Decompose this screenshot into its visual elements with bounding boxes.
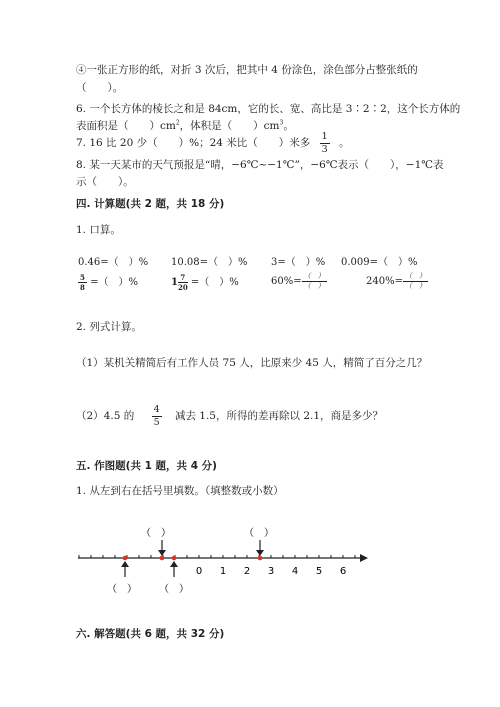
section4-q2-2 — [76, 405, 383, 427]
q7-line — [76, 132, 350, 154]
down-arrow-2 — [256, 540, 264, 556]
section6-title: 六. 解答题(共 6 题，共 32 分) — [76, 628, 225, 640]
number-line-figure — [70, 520, 370, 600]
calc-r2c2-fraction — [178, 274, 188, 291]
q8-line1: 8. 某一天某市的天气预报是“晴，−6℃~−1℃”，−6℃表示（ ），−1℃表 — [76, 159, 444, 171]
point-2 — [160, 556, 165, 561]
calc-r2c2-whole: 1 — [171, 277, 178, 288]
tick-label-6: 6 — [339, 566, 347, 577]
q6-line2 — [76, 118, 294, 133]
q2-2-den: 5 — [153, 416, 160, 428]
q2-2-text-a: （2）4.5 的 — [76, 410, 135, 422]
top-bracket-2: （ ） — [244, 528, 274, 539]
calc-r2c3-fraction — [302, 273, 327, 290]
section4-q1-title: 1. 口算。 — [76, 224, 121, 236]
calc-r2c4 — [366, 273, 428, 290]
point-1 — [123, 556, 128, 561]
section5-q1-title: 1. 从左到右在括号里填数。（填整数或小数） — [76, 485, 284, 497]
q7-text-a: 7. 16 比 20 少（ ）%；24 米比（ ）米多 — [76, 137, 311, 149]
calc-r2c1 — [78, 273, 138, 291]
calc-r1c3: 3=（ ）% — [271, 257, 326, 268]
point-4 — [258, 556, 263, 561]
tick-label-0: 0 — [195, 566, 203, 577]
q6-line2-a: 表面积是（ ）cm — [76, 120, 176, 132]
down-arrow-1 — [158, 540, 166, 556]
section4-q2-title: 2. 列式计算。 — [76, 321, 142, 333]
calc-r2c3-den: （ ） — [303, 282, 325, 290]
tick-label-4: 4 — [291, 566, 299, 577]
calc-r2c2-num: 7 — [178, 274, 188, 283]
calc-r2c3-text: 60%= — [271, 276, 302, 287]
calc-r2c4-fraction — [403, 273, 428, 290]
calc-r2c4-den: （ ） — [404, 282, 426, 290]
section5-title: 五. 作图题(共 1 题，共 4 分) — [76, 460, 217, 472]
calc-r1c1: 0.46=（ ）% — [78, 257, 149, 268]
calc-r2c2 — [171, 273, 239, 291]
q8-line2: 示（ ）。 — [76, 176, 134, 188]
section4-title: 四. 计算题(共 2 题，共 18 分) — [76, 198, 225, 210]
bottom-bracket-1: （ ） — [107, 584, 137, 595]
tick-label-1: 1 — [219, 566, 227, 577]
q4-line2: （ ）。 — [76, 82, 124, 94]
q2-2-text-b: 减去 1.5，所得的差再除以 2.1，商是多少？ — [174, 410, 384, 422]
calc-r2c3-num: （ ） — [303, 272, 325, 280]
calc-r2c1-den: 8 — [80, 283, 85, 292]
axis-arrowhead — [360, 554, 368, 562]
top-bracket-1: （ ） — [141, 528, 171, 539]
calc-r2c2-den: 20 — [177, 283, 188, 292]
calc-r2c3 — [271, 273, 327, 290]
q6-sup2: 3 — [279, 119, 284, 127]
up-arrow-2 — [170, 561, 178, 577]
q2-2-fraction — [152, 405, 162, 427]
q7-fraction — [320, 132, 330, 154]
q7-frac-num: 1 — [321, 131, 328, 142]
q7-text-b: 。 — [339, 137, 350, 149]
up-arrow-1 — [121, 561, 129, 577]
q2-2-num: 4 — [153, 404, 160, 415]
q6-line1: 6. 一个长方体的棱长之和是 84cm，它的长、宽、高比是 3∶2∶2，这个长方体的 — [76, 103, 461, 115]
point-3 — [172, 556, 177, 561]
tick-label-5: 5 — [315, 566, 323, 577]
calc-r2c1-text: =（ ）% — [90, 277, 138, 288]
q6-line2-c: 。 — [283, 120, 294, 132]
calc-r2c2-text: =（ ）% — [190, 277, 239, 288]
calc-r2c4-num: （ ） — [404, 272, 426, 280]
q4-line1: ④一张正方形的纸，对折 3 次后，把其中 4 份涂色，涂色部分占整张纸的 — [76, 64, 418, 76]
tick-label-3: 3 — [267, 566, 275, 577]
tick-label-2: 2 — [243, 566, 251, 577]
calc-r2c4-text: 240%= — [366, 276, 403, 287]
q6-line2-b: ，体积是（ ）cm — [179, 120, 280, 132]
q6-sup1: 2 — [175, 119, 180, 127]
calc-r2c1-num: 5 — [80, 273, 85, 282]
section4-q2-1: （1）某机关精简后有工作人员 75 人，比原来少 45 人，精简了百分之几？ — [76, 357, 428, 369]
calc-r1c4: 0.009=（ ）% — [341, 257, 418, 268]
q7-frac-den: 3 — [321, 143, 328, 155]
calc-r1c2: 10.08=（ ）% — [171, 257, 248, 268]
bottom-bracket-2: （ ） — [159, 584, 189, 595]
calc-r2c1-fraction — [78, 274, 87, 291]
